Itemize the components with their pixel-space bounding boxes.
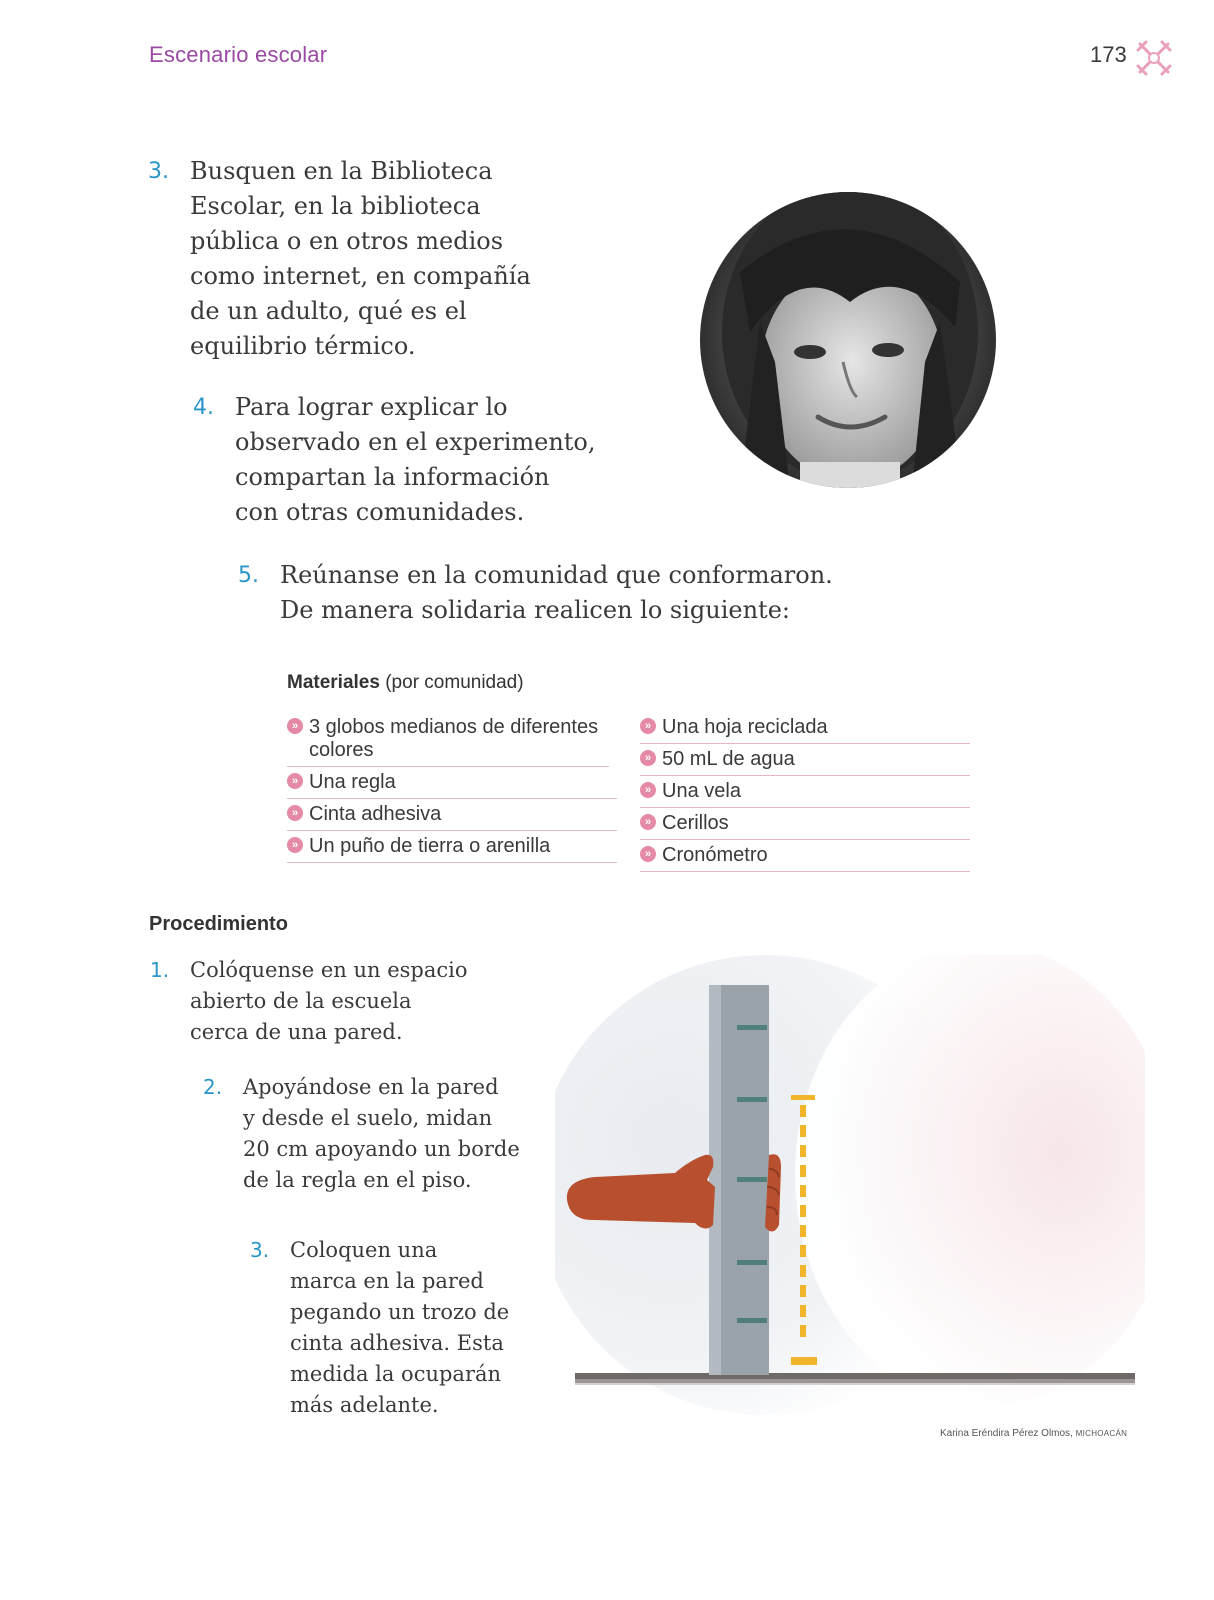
step-line: pública o en otros medios (190, 227, 504, 255)
step-line: de un adulto, qué es el (190, 297, 467, 325)
step-line: pegando un trozo de (290, 1300, 510, 1324)
illustration-credit (940, 1428, 1127, 1439)
materials-subtitle: (por comunidad) (385, 672, 524, 693)
credit-place: MICHOACÁN (1075, 1429, 1128, 1438)
step-number: 2. (203, 1075, 223, 1099)
step-number: 3. (250, 1238, 270, 1262)
chevron-bullet-icon: » (640, 782, 656, 798)
step-line: abierto de la escuela (190, 989, 412, 1013)
step-line: equilibrio térmico. (190, 332, 416, 360)
step-5-gather (238, 558, 833, 628)
step-line: y desde el suelo, midan (243, 1106, 493, 1130)
step-line: De manera solidaria realicen lo siguiente: (280, 596, 790, 624)
step-line: con otras comunidades. (235, 498, 525, 526)
chevron-bullet-icon: » (287, 805, 303, 821)
step-3-search (148, 154, 531, 364)
step-line: Coloquen una (290, 1238, 438, 1262)
chevron-bullet-icon: » (640, 846, 656, 862)
list-item (640, 744, 970, 776)
credit-name: Karina Eréndira Pérez Olmos, (940, 1428, 1073, 1439)
list-item (640, 808, 970, 840)
step-number: 5. (238, 563, 259, 588)
step-line: Escolar, en la biblioteca (190, 192, 481, 220)
list-item (287, 799, 617, 831)
list-item (287, 712, 609, 767)
ruler-measurement-illustration (555, 955, 1145, 1415)
step-line: medida la ocuparán (290, 1362, 502, 1386)
section-title: Escenario escolar (149, 42, 328, 67)
list-item-label: Una vela (662, 780, 741, 802)
list-item-label: Una regla (309, 771, 396, 793)
step-line: Reúnanse en la comunidad que conformaron. (280, 561, 833, 589)
step-line: cerca de una pared. (190, 1020, 403, 1044)
list-item (640, 840, 970, 872)
step-line: cinta adhesiva. Esta (290, 1331, 504, 1355)
step-line: Apoyándose en la pared (243, 1075, 499, 1099)
step-line: de la regla en el piso. (243, 1168, 472, 1192)
chevron-bullet-icon: » (640, 750, 656, 766)
chevron-bullet-icon: » (287, 773, 303, 789)
list-item (640, 712, 970, 744)
step-line: observado en el experimento, (235, 428, 596, 456)
procedure-heading: Procedimiento (149, 913, 288, 935)
step-number: 1. (150, 958, 170, 982)
step-line: compartan la información (235, 463, 550, 491)
step-line: 20 cm apoyando un borde (243, 1137, 520, 1161)
step-line: más adelante. (290, 1393, 439, 1417)
list-item-label: Cerillos (662, 812, 729, 834)
step-number: 4. (193, 395, 214, 420)
procedure-step-2 (203, 1072, 520, 1196)
chevron-bullet-icon: » (287, 718, 303, 734)
list-item-label: Una hoja reciclada (662, 716, 828, 738)
list-item-label: Un puño de tierra o arenilla (309, 835, 551, 857)
step-line: como internet, en compañía (190, 262, 531, 290)
list-item (287, 831, 617, 863)
materials-column-1 (287, 712, 617, 863)
chevron-bullet-icon: » (287, 837, 303, 853)
list-item-label: 50 mL de agua (662, 748, 795, 770)
procedure-step-3 (250, 1235, 510, 1421)
list-item-label: Cronómetro (662, 844, 768, 866)
step-line: Para lograr explicar lo (235, 393, 508, 421)
decorative-star-logo-icon (1134, 38, 1174, 78)
child-portrait-photo (700, 192, 996, 488)
step-line: marca en la pared (290, 1269, 484, 1293)
list-item (640, 776, 970, 808)
chevron-bullet-icon: » (640, 814, 656, 830)
page-number: 173 (1090, 42, 1127, 67)
list-item-label: Cinta adhesiva (309, 803, 442, 825)
step-4-explain (193, 390, 596, 530)
chevron-bullet-icon: » (640, 718, 656, 734)
list-item (287, 767, 617, 799)
step-line: Colóquense en un espacio (190, 958, 468, 982)
list-item-label: 3 globos medianos de diferentes colores (309, 716, 599, 761)
materials-column-2 (640, 712, 970, 872)
step-number: 3. (148, 159, 169, 184)
materials-heading (287, 672, 524, 694)
step-line: Busquen en la Biblioteca (190, 157, 493, 185)
procedure-step-1 (150, 955, 468, 1048)
materials-title: Materiales (287, 672, 380, 693)
